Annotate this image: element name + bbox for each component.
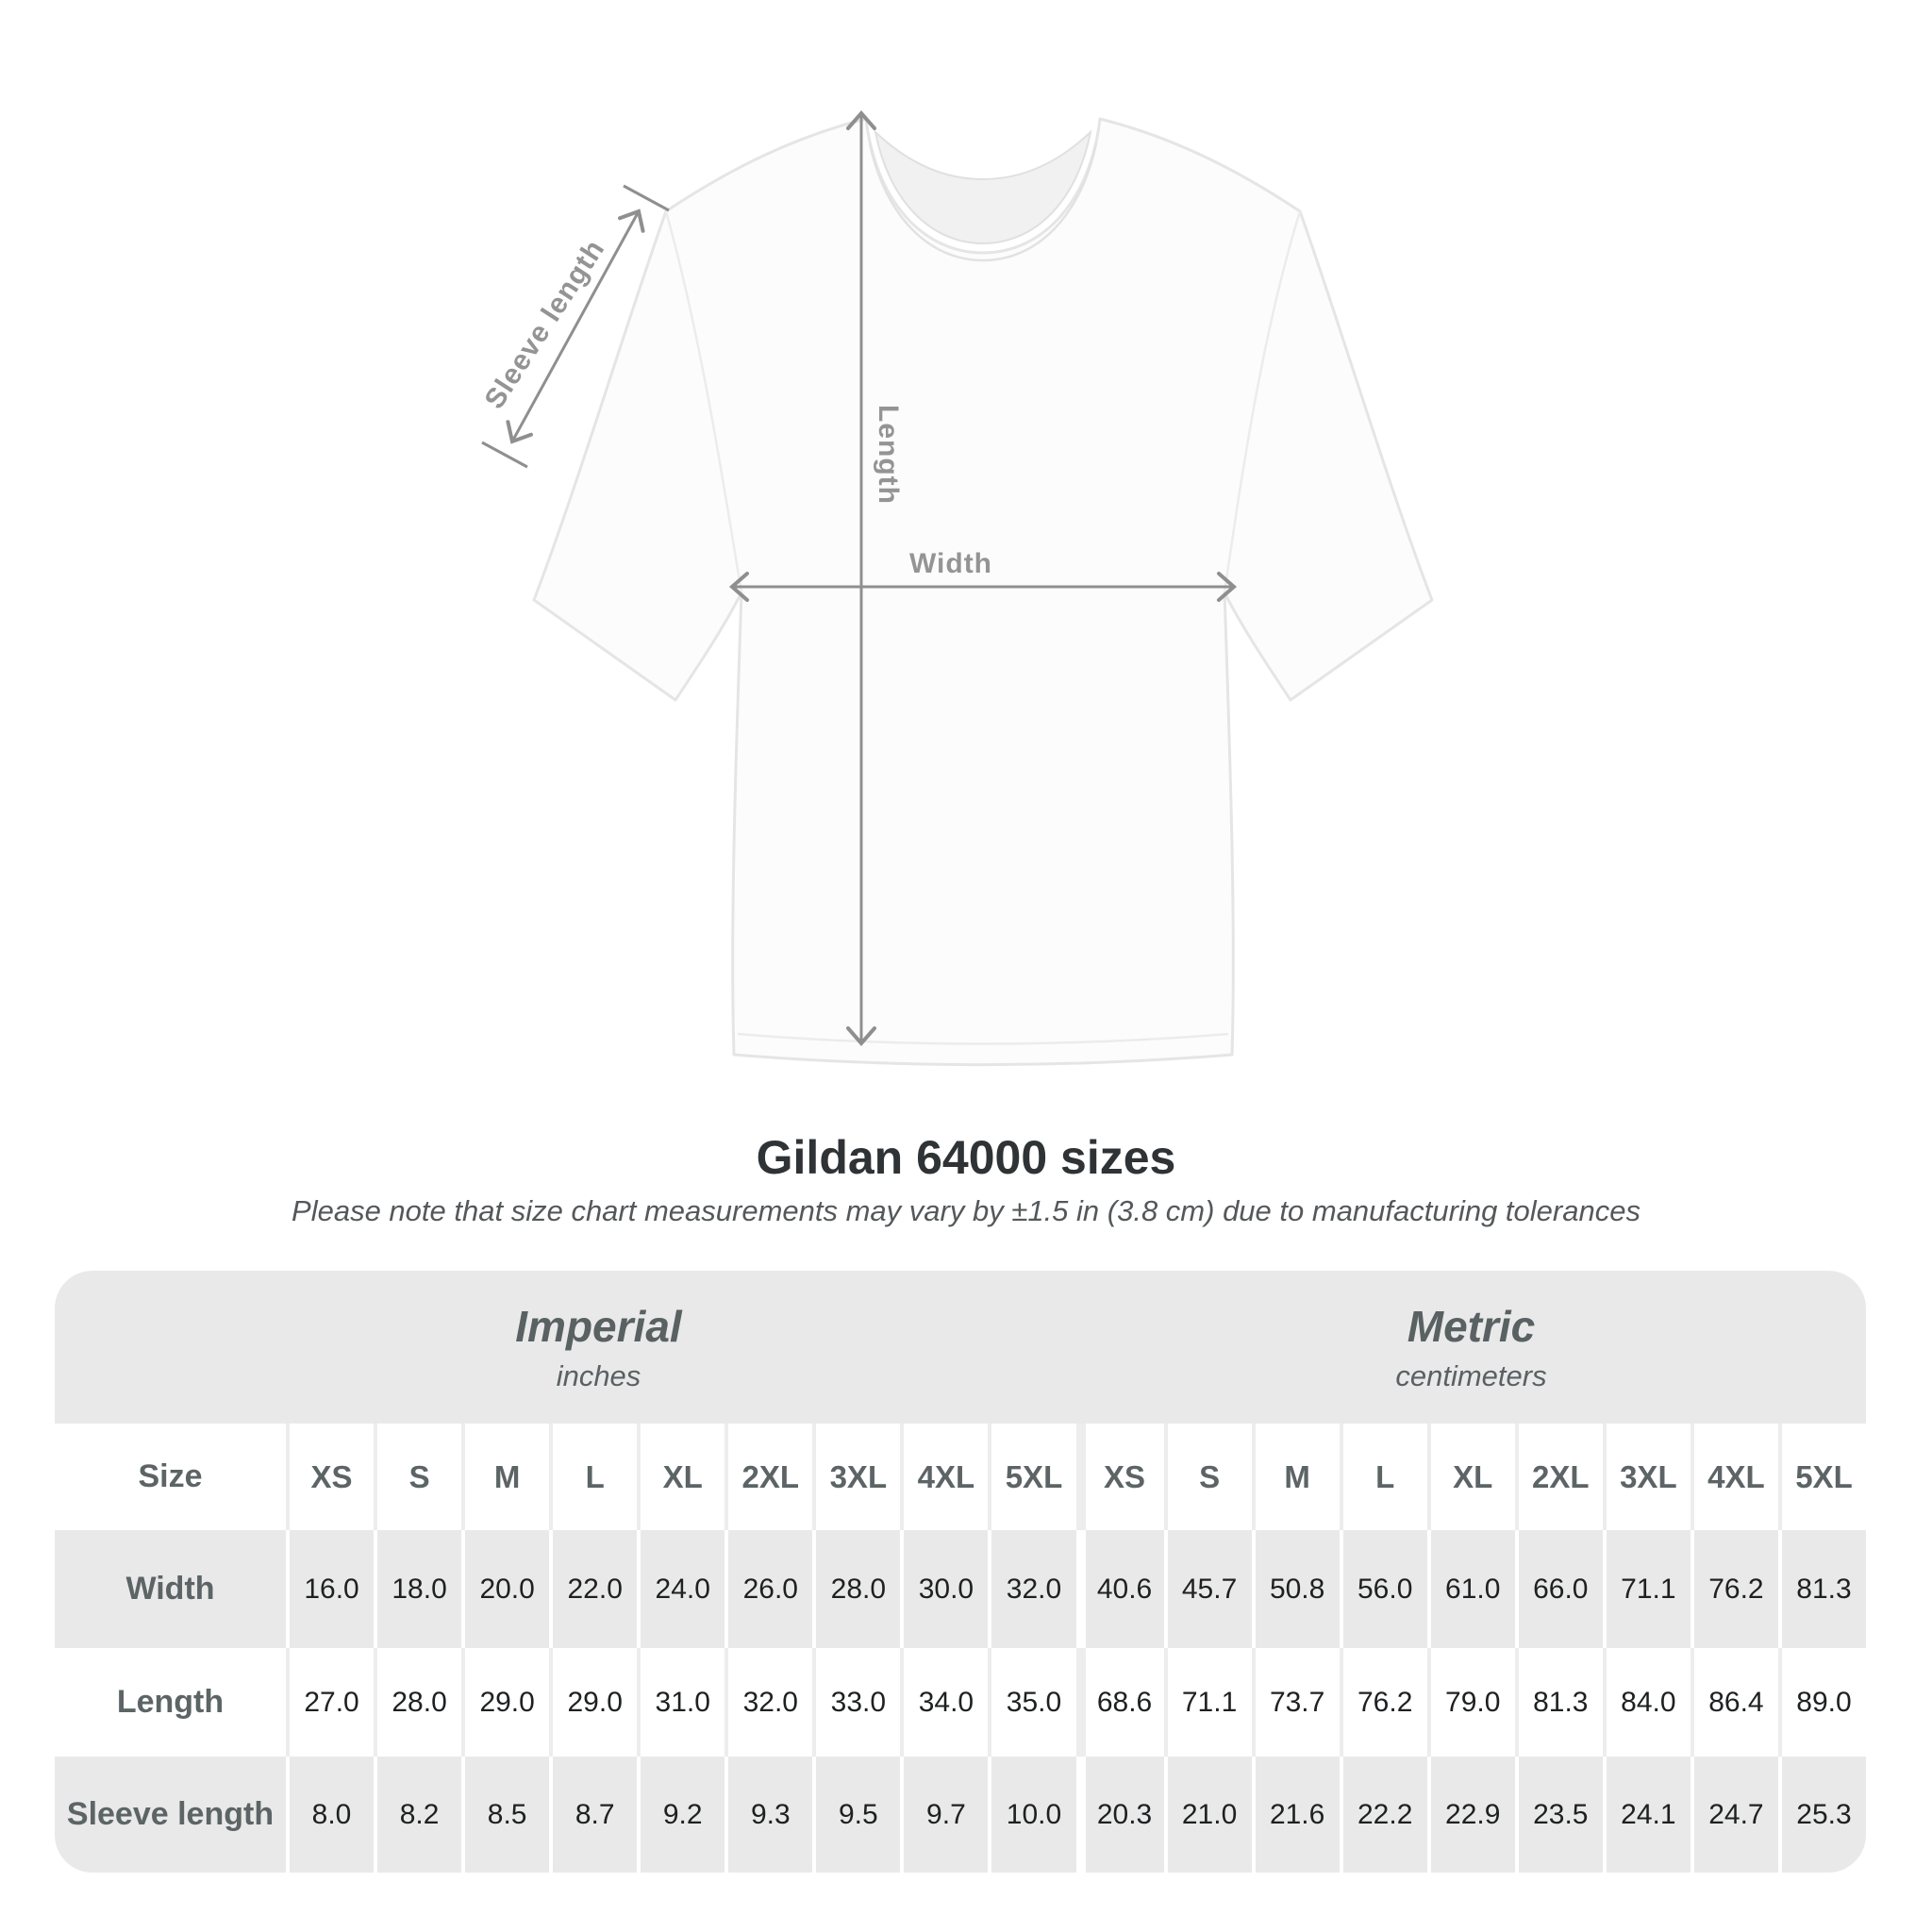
size-col-header-imperial-l: L xyxy=(549,1424,637,1530)
size-col-header-imperial-xl: XL xyxy=(637,1424,724,1530)
value-cell: 9.2 xyxy=(637,1757,724,1873)
value-cell: 21.0 xyxy=(1164,1757,1252,1873)
size-col-header-metric-l: L xyxy=(1340,1424,1427,1530)
value-cell: 86.4 xyxy=(1690,1648,1778,1757)
value-cell: 18.0 xyxy=(374,1530,461,1648)
size-col-header-imperial-m: M xyxy=(461,1424,549,1530)
sleeve-length-row xyxy=(55,1757,1866,1873)
value-cell: 35.0 xyxy=(988,1648,1075,1757)
width-label: Width xyxy=(908,548,993,579)
size-col-header-metric-3xl: 3XL xyxy=(1603,1424,1690,1530)
value-cell: 9.7 xyxy=(900,1757,988,1873)
value-cell: 29.0 xyxy=(549,1648,637,1757)
value-cell: 21.6 xyxy=(1252,1757,1340,1873)
value-cell: 50.8 xyxy=(1252,1530,1340,1648)
imperial-unit-label: inches xyxy=(556,1359,641,1392)
value-cell: 34.0 xyxy=(900,1648,988,1757)
value-cell: 24.0 xyxy=(637,1530,724,1648)
value-cell: 68.6 xyxy=(1076,1648,1164,1757)
row-label-width: Width xyxy=(125,1571,215,1607)
length-row xyxy=(55,1648,1866,1757)
value-cell: 9.3 xyxy=(724,1757,812,1873)
value-cell: 56.0 xyxy=(1340,1530,1427,1648)
value-cell: 73.7 xyxy=(1252,1648,1340,1757)
sleeve-arrow-end-tick-bottom xyxy=(482,442,527,467)
value-cell: 32.0 xyxy=(724,1648,812,1757)
row-label-sleeve-length: Sleeve length xyxy=(66,1796,275,1832)
size-col-header-metric-5xl: 5XL xyxy=(1778,1424,1866,1530)
value-cell: 24.1 xyxy=(1603,1757,1690,1873)
value-cell: 31.0 xyxy=(637,1648,724,1757)
size-col-header-metric-xl: XL xyxy=(1427,1424,1515,1530)
value-cell: 61.0 xyxy=(1427,1530,1515,1648)
value-cell: 30.0 xyxy=(900,1530,988,1648)
width-row xyxy=(55,1530,1866,1648)
value-cell: 81.3 xyxy=(1515,1648,1603,1757)
value-cell: 8.0 xyxy=(286,1757,374,1873)
page-title: Gildan 64000 sizes xyxy=(756,1131,1176,1184)
size-col-header-metric-4xl: 4XL xyxy=(1690,1424,1778,1530)
value-cell: 24.7 xyxy=(1690,1757,1778,1873)
value-cell: 45.7 xyxy=(1164,1530,1252,1648)
value-cell: 28.0 xyxy=(812,1530,900,1648)
value-cell: 33.0 xyxy=(812,1648,900,1757)
value-cell: 28.0 xyxy=(374,1648,461,1757)
value-cell: 9.5 xyxy=(812,1757,900,1873)
value-cell: 8.5 xyxy=(461,1757,549,1873)
value-cell: 23.5 xyxy=(1515,1757,1603,1873)
value-cell: 71.1 xyxy=(1164,1648,1252,1757)
imperial-header: Imperial xyxy=(515,1302,682,1351)
value-cell: 76.2 xyxy=(1340,1648,1427,1757)
size-col-header-imperial-5xl: 5XL xyxy=(988,1424,1075,1530)
size-corner-label: Size xyxy=(138,1458,203,1494)
size-col-header-imperial-s: S xyxy=(374,1424,461,1530)
size-col-header-imperial-xs: XS xyxy=(286,1424,374,1530)
value-cell: 20.0 xyxy=(461,1530,549,1648)
value-cell: 16.0 xyxy=(286,1530,374,1648)
value-cell: 29.0 xyxy=(461,1648,549,1757)
size-header-row xyxy=(55,1424,1866,1530)
value-cell: 26.0 xyxy=(724,1530,812,1648)
size-col-header-imperial-3xl: 3XL xyxy=(812,1424,900,1530)
size-col-header-metric-m: M xyxy=(1252,1424,1340,1530)
value-cell: 27.0 xyxy=(286,1648,374,1757)
value-cell: 20.3 xyxy=(1076,1757,1164,1873)
value-cell: 8.7 xyxy=(549,1757,637,1873)
imperial-header-group xyxy=(55,1271,1076,1424)
value-cell: 81.3 xyxy=(1778,1530,1866,1648)
value-cell: 66.0 xyxy=(1515,1530,1603,1648)
value-cell: 22.9 xyxy=(1427,1757,1515,1873)
sleeve-arrow-end-tick-top xyxy=(624,186,669,210)
sleeve-length-label: Sleeve length xyxy=(478,234,611,415)
value-cell: 25.3 xyxy=(1778,1757,1866,1873)
value-cell: 84.0 xyxy=(1603,1648,1690,1757)
value-cell: 22.0 xyxy=(549,1530,637,1648)
row-label-length: Length xyxy=(116,1684,225,1720)
value-cell: 89.0 xyxy=(1778,1648,1866,1757)
size-col-header-metric-s: S xyxy=(1164,1424,1252,1530)
value-cell: 10.0 xyxy=(988,1757,1075,1873)
metric-header-group xyxy=(1076,1271,1866,1424)
value-cell: 76.2 xyxy=(1690,1530,1778,1648)
metric-unit-label: centimeters xyxy=(1395,1359,1547,1392)
value-cell: 32.0 xyxy=(988,1530,1075,1648)
unit-header-row xyxy=(55,1271,1866,1424)
size-col-header-imperial-4xl: 4XL xyxy=(900,1424,988,1530)
value-cell: 8.2 xyxy=(374,1757,461,1873)
size-col-header-metric-xs: XS xyxy=(1076,1424,1164,1530)
tolerance-note: Please note that size chart measurements may vary by ±1.5 in (3.8 cm) due to manufacturing tolerances xyxy=(291,1194,1641,1227)
value-cell: 22.2 xyxy=(1340,1757,1427,1873)
size-col-header-metric-2xl: 2XL xyxy=(1515,1424,1603,1530)
length-label: Length xyxy=(873,405,904,505)
size-table xyxy=(55,1271,1866,1873)
size-col-header-imperial-2xl: 2XL xyxy=(724,1424,812,1530)
value-cell: 71.1 xyxy=(1603,1530,1690,1648)
value-cell: 79.0 xyxy=(1427,1648,1515,1757)
value-cell: 40.6 xyxy=(1076,1530,1164,1648)
metric-header: Metric xyxy=(1407,1302,1536,1351)
